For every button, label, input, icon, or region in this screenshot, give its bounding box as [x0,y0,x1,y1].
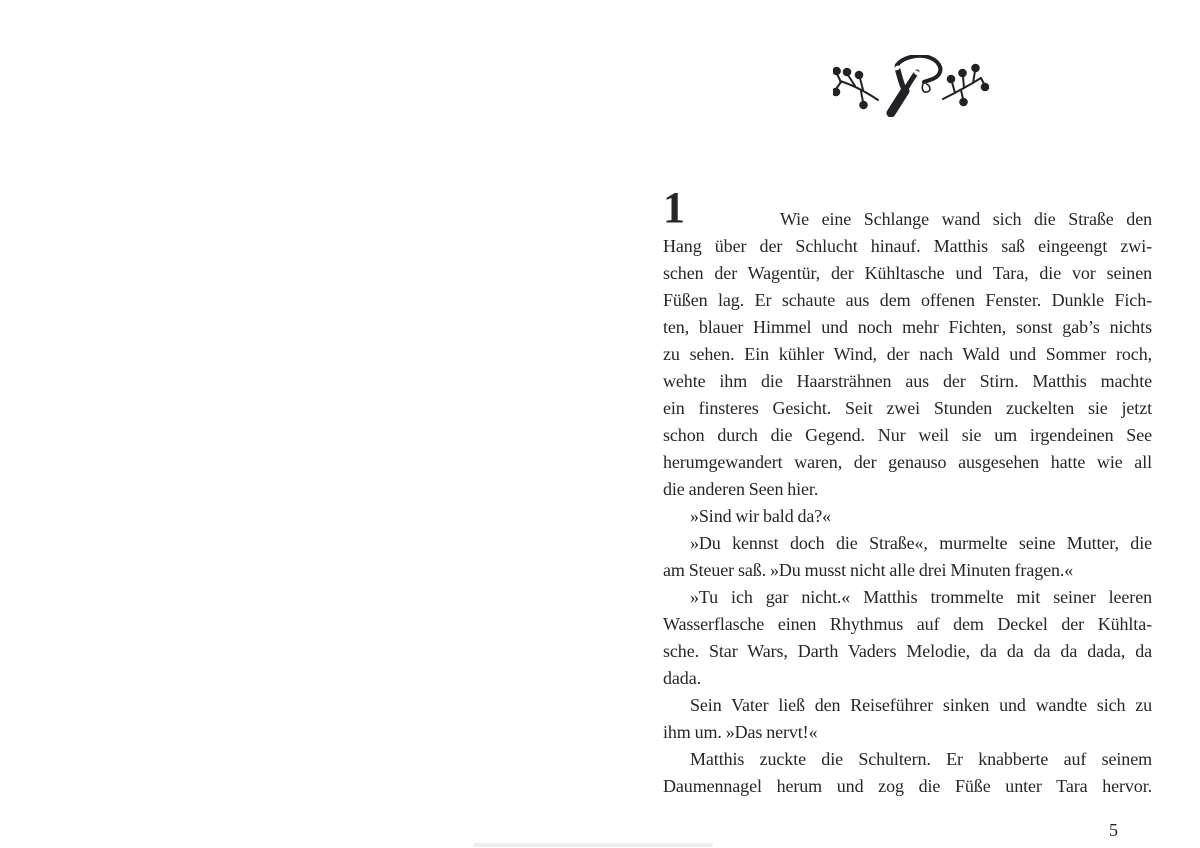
text-line: ten, blauer Himmel und noch mehr Fichten, sonst gab’s nichts [663,317,1152,337]
chapter-number: 1 [663,183,685,232]
text-line: die anderen Seen hier. [663,479,819,499]
text-line: ihm um. »Das nervt!« [663,722,818,742]
text-line: wehte ihm die Haarsträhnen aus der Stirn. Matthis machte [663,371,1152,391]
text-line: schen der Wagentür, der Kühltasche und Tara, die vor seinen [663,263,1152,283]
body-text [663,206,1152,800]
text-line: »Du kennst doch die Straße«, murmelte seine Mutter, die [690,533,1152,553]
text-line: am Steuer saß. »Du musst nicht alle drei Minuten fragen.« [663,560,1074,580]
text-line: Füßen lag. Er schaute aus dem offenen Fenster. Dunkle Fich- [663,290,1152,310]
page-number: 5 [1109,820,1118,840]
text-line: schon durch die Gegend. Nur weil sie um irgendeinen See [663,425,1152,445]
text-line: Daumennagel herum und zog die Füße unter Tara hervor. [663,776,1152,796]
text-line: Wie eine Schlange wand sich die Straße den [780,209,1152,229]
text-line: zu sehen. Ein kühler Wind, der nach Wald und Sommer roch, [663,344,1152,364]
text-line: Matthis zuckte die Schultern. Er knabberte auf seinem [690,749,1152,769]
text-line: sche. Star Wars, Darth Vaders Melodie, da da da da dada, da [663,641,1152,661]
text-line: »Sind wir bald da?« [690,506,832,526]
text-line: Sein Vater ließ den Reiseführer sinken und wandte sich zu [690,695,1152,715]
text-line: Wasserflasche einen Rhythmus auf dem Deckel der Kühlta- [663,614,1152,634]
text-line: ein finsteres Gesicht. Seit zwei Stunden zuckelten sie jetzt [663,398,1152,418]
page-right [663,0,1152,848]
text-line: Hang über der Schlucht hinauf. Matthis saß eingeengt zwi- [663,236,1152,256]
text-line: »Tu ich gar nicht.« Matthis trommelte mit seiner leeren [690,587,1152,607]
home-indicator-handle[interactable] [473,843,713,847]
text-line: dada. [663,668,701,688]
text-line: herumgewandert waren, der genauso ausgesehen hatte wie all [663,452,1152,472]
slingshot-ornament-icon [833,55,989,119]
